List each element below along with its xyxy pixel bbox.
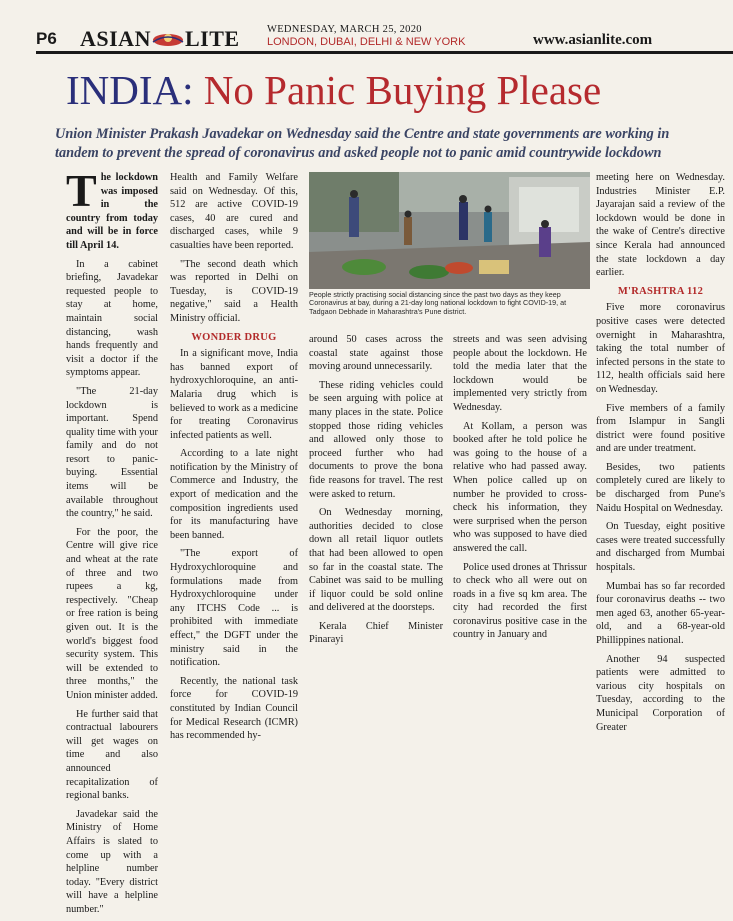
body-paragraph: Javadekar said the Ministry of Home Affairs is slated to come up with a helpline number today. "Every district will have a helpline number." bbox=[66, 808, 158, 915]
logo-word-asian: ASIAN bbox=[80, 26, 151, 51]
headline bbox=[66, 66, 601, 114]
body-paragraph: Police used drones at Thrissur to check who all were out on roads in a five sq km area. The city had recorded the first coronavirus positive case in the country in January and bbox=[453, 561, 587, 641]
body-paragraph: "The second death which was reported in Delhi on Tuesday, is COVID-19 negative," said a Health Ministry official. bbox=[170, 258, 298, 324]
body-paragraph: Mumbai has so far recorded four coronavirus deaths -- two men aged 63, another 65-year- old, and a 68-year-old Phillippines national. bbox=[596, 580, 725, 646]
article-column-5 bbox=[453, 333, 587, 647]
article-column-2 bbox=[170, 171, 298, 748]
body-paragraph: In a cabinet briefing, Javadekar requested people to stay at home, maintain social distancing, wash hands frequently and visit a doctor if the symptoms appear. bbox=[66, 258, 158, 379]
body-paragraph: At Kollam, a person was booked after he told police he was going to the house of a relative who had passed away. When police called up on number he provided to cross-check his information, they were surprised when the person who was supposed to have died answered the call. bbox=[453, 420, 587, 554]
body-paragraph: According to a late night notification by the Ministry of Commerce and Industry, the export of medication and the composition ingredients used for its manufacturing have been banned. bbox=[170, 448, 298, 541]
masthead-divider bbox=[36, 51, 733, 54]
body-paragraph: In a significant move, India has banned export of hydroxychloroquine, an anti-Malaria drug which is believed to work as a medicine for treating Coronavirus infected patients as well. bbox=[170, 348, 298, 441]
edition-cities: LONDON, DUBAI, DELHI & NEW YORK bbox=[267, 36, 466, 48]
lead-paragraph: he lockdown was imposed in the country from today and will be in force till April 14. bbox=[66, 172, 158, 251]
body-paragraph: "The export of Hydroxychloroquine and formulations made from Hydroxychloroquine under any ITCHS Code ... is prohibited with immediate effect," the DGFT under the ministry said in the notification. bbox=[170, 548, 298, 669]
logo-emblem-icon bbox=[151, 28, 185, 46]
article-column-6 bbox=[596, 171, 725, 739]
body-paragraph: Kerala Chief Minister Pinarayi bbox=[309, 620, 443, 646]
article-column-1 bbox=[66, 165, 158, 921]
issue-date: WEDNESDAY, MARCH 25, 2020 bbox=[267, 24, 422, 35]
logo-word-lite: LITE bbox=[184, 26, 240, 51]
headline-part-2: No Panic Buying Please bbox=[203, 67, 602, 113]
news-photo bbox=[309, 172, 590, 289]
body-paragraph: meeting here on Wednesday. Industries Minister E.P. Jayarajan said a review of the lockdown would be done in the wake of Centre's directive since Kerala had announced the state lockdown a day earlier. bbox=[596, 172, 725, 279]
subhead-wonder-drug: WONDER DRUG bbox=[191, 331, 277, 343]
masthead bbox=[0, 0, 733, 50]
body-paragraph: Recently, the national task force for COVID-19 constituted by Indian Council for Medical Research (ICMR) has recommended hy- bbox=[170, 675, 298, 742]
body-paragraph: Five more coronavirus positive cases were detected overnight in Maharashtra, taking the total number of infected persons in the state to 112, health officials said here on Wednesday. bbox=[596, 302, 725, 395]
body-paragraph: For the poor, the Centre will give rice and wheat at the rate of three and two rupees a kg, respectively. "Cheap or free ration is being given out. It is the world's biggest food security system. This will be extended to three months," the Union minister added. bbox=[66, 526, 158, 701]
body-paragraph: "The 21-day lockdown is important. Spend quality time with your family and do not resort to panic-buying. Essential items will be available throughout the country," he said. bbox=[66, 385, 158, 520]
article-column-4 bbox=[309, 333, 443, 652]
page-number: P6 bbox=[36, 29, 57, 48]
body-paragraph: streets and was seen advising people about the lockdown. He told the media later that the lockdown would be implemented very strictly from Wednesday. bbox=[453, 334, 587, 413]
website-link[interactable]: www.asianlite.com bbox=[533, 32, 653, 48]
body-paragraph: Besides, two patients completely cured are likely to be discharged from Pune's Naidu Hospital on Wednesday. bbox=[596, 461, 725, 514]
body-paragraph: Another 94 suspected patients were admitted to various city hospitals on Tuesday, according to the Municipal Corporation of Greater bbox=[596, 653, 725, 733]
standfirst: Union Minister Prakash Javadekar on Wednesday said the Centre and state governments are working in tandem to prevent the spread of coronavirus and asked people not to panic amid countrywide lockdown bbox=[55, 126, 670, 161]
drop-cap: T bbox=[66, 165, 97, 216]
body-paragraph: These riding vehicles could be seen arguing with police at many places in the state. Police stopped those riding vehicles and allowed only those to proceed further who had documents to prove the bona fide reasons for travel. The rest were asked to return. bbox=[309, 379, 443, 500]
body-paragraph: On Tuesday, eight positive cases were treated successfully and discharged from Mumbai hospitals. bbox=[596, 521, 725, 574]
body-paragraph: around 50 cases across the coastal state against those moving around unnecessarily. bbox=[309, 334, 443, 373]
body-paragraph: On Wednesday morning, authorities decided to close down all retail liquor outlets that had been allowed to open so far in the coastal state. The Cabinet was said to be mulling if liquor could be sold online and delivered at the doorsteps. bbox=[309, 507, 443, 614]
body-paragraph: Five members of a family from Islampur in Sangli district were found positive and are under treatment. bbox=[596, 402, 725, 455]
subhead-maharashtra: M'RASHTRA 112 bbox=[617, 285, 704, 297]
body-paragraph: He further said that contractual labourers will get wages on time and also announced recapitalization of regional banks. bbox=[66, 708, 158, 802]
photo-caption: People strictly practising social distancing since the past two days as they keep Coronavirus at bay, during a 21-day long national lockdown to fight COVID-19, at Tadgaon Debhade in Maharashtra's Pune district. bbox=[309, 290, 567, 316]
body-paragraph: Health and Family Welfare said on Wednesday. Of this, 512 are active COVID-19 cases, 40 are cured and discharged cases, while 9 casualties have been reported. bbox=[170, 172, 298, 251]
headline-part-1: INDIA: bbox=[66, 67, 194, 113]
masthead-logo bbox=[80, 26, 240, 52]
dateline bbox=[267, 23, 507, 49]
